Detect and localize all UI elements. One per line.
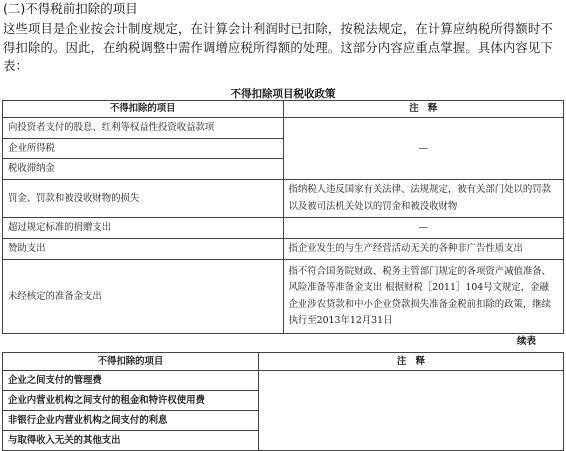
table-title: 不得扣除项目税收政策 <box>230 88 336 100</box>
note-cell: 指纳税人违反国家有关法律、法规规定，被有关部门处以的罚款以及被司法机关处以的罚金和被没收财物 <box>283 180 564 218</box>
note-cell: 指不符合国务院财政、税务主管部门规定的各项资产减值准备、风险准备等准备金支出 根据财税［2011］104号文规定，金融企业涉农贷款和中小企业贷款损失准备金税前扣除的政策，继续执行至2013年12月31日 <box>283 260 564 334</box>
table-header-row <box>3 353 564 371</box>
column-header-item: 不得扣除的项目 <box>3 353 259 371</box>
item-cell: 税收滞纳金 <box>3 159 284 180</box>
item-cell: 非银行企业内营业机构之间支付的利息 <box>3 411 259 431</box>
note-cell: 指企业发生的与生产经营活动无关的各种非广告性质支出 <box>283 239 564 260</box>
continued-label: 续表 <box>517 336 537 347</box>
item-cell: 未经核定的准备金支出 <box>3 260 284 334</box>
item-cell: 超过规定标准的捐赠支出 <box>3 218 284 239</box>
item-cell: 与取得收入无关的其他支出 <box>3 431 259 451</box>
note-cell <box>259 371 564 451</box>
item-cell: 企业之间支付的管理费 <box>3 371 259 391</box>
item-cell: 企业所得税 <box>3 139 284 159</box>
table-row <box>3 260 564 334</box>
table-header-row <box>3 101 564 118</box>
note-cell: — <box>283 118 564 180</box>
item-cell: 罚金、罚款和被没收财物的损失 <box>3 180 284 218</box>
policy-table-continued <box>2 352 564 451</box>
table-row <box>3 239 564 260</box>
table-row <box>3 371 564 391</box>
table-row <box>3 180 564 218</box>
table-row <box>3 218 564 239</box>
policy-table <box>2 100 564 334</box>
note-cell: — <box>283 218 564 239</box>
column-header-note: 注 释 <box>283 101 564 118</box>
table-row <box>3 118 564 139</box>
column-header-note: 注 释 <box>259 353 564 371</box>
item-cell: 向投资者支付的股息、红利等权益性投资收益款项 <box>3 118 284 139</box>
section-heading: (二)不得税前扣除的项目 <box>3 1 138 16</box>
intro-paragraph: 这些项目是企业按会计制度规定，在计算会计利润时已扣除，按税法规定，在计算应纳税所得额时不得扣除的。因此，在纳税调整中需作调增应税所得额的处理。这部分内容应重点掌握。具体内容见下表： <box>3 22 553 73</box>
item-cell: 赞助支出 <box>3 239 284 260</box>
item-cell: 企业内营业机构之间支付的租金和特许权使用费 <box>3 391 259 411</box>
column-header-item: 不得扣除的项目 <box>3 101 284 118</box>
